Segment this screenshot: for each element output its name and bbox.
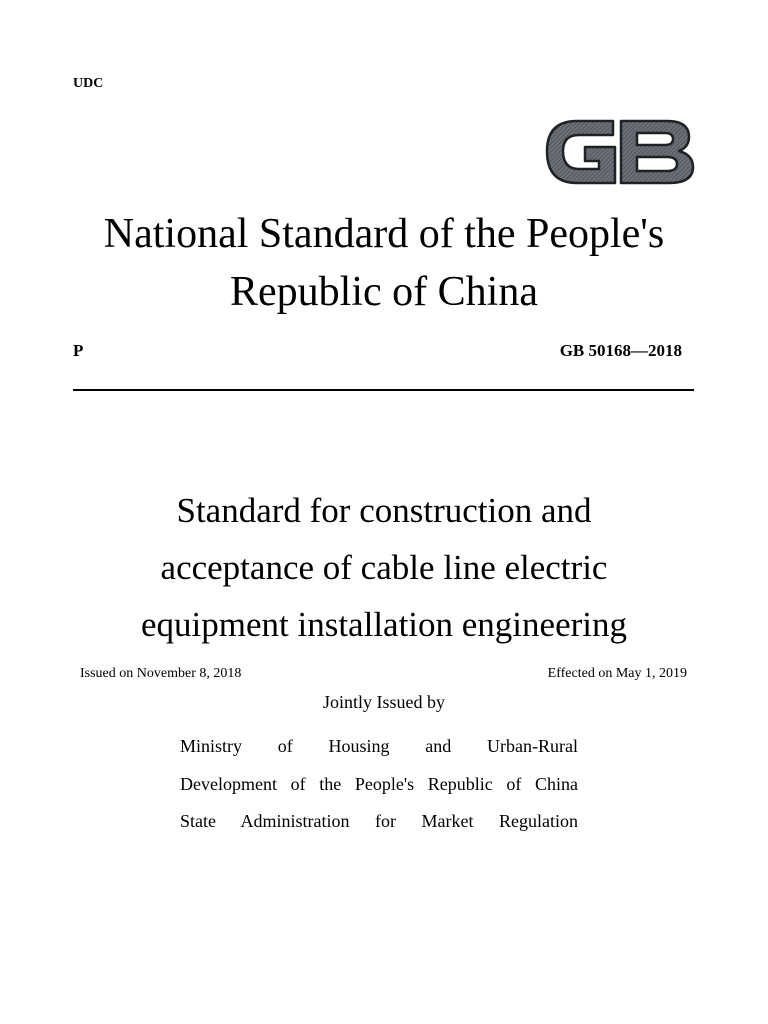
issuing-authorities [180,728,578,841]
issuer-line-1: Ministry of Housing and Urban-Rural [180,736,578,756]
jointly-issued-heading: Jointly Issued by [322,692,445,712]
issuer-line-3: State Administration for Market Regulation [180,811,578,831]
document-title-line-2: acceptance of cable line electric [160,548,608,587]
title-line-1: National Standard of the People's [103,211,665,257]
gb-logo-graphic [543,113,696,189]
classification-code: P [73,341,84,360]
title-line-2: Republic of China [230,269,538,315]
effected-date: Effected on May 1, 2019 [547,666,687,681]
document-title-line-1: Standard for construction and [176,491,592,530]
document-title-line-3: equipment installation engineering [141,605,627,644]
national-standard-title [40,205,728,321]
issuer-line-2: Development of the People's Republic of China [180,773,578,794]
standard-number: GB 50168—2018 [559,341,682,360]
header-divider [73,389,694,391]
udc-label: UDC [73,76,104,91]
issued-date: Issued on November 8, 2018 [80,666,242,681]
gb-logo [543,113,696,189]
document-title [40,482,728,653]
